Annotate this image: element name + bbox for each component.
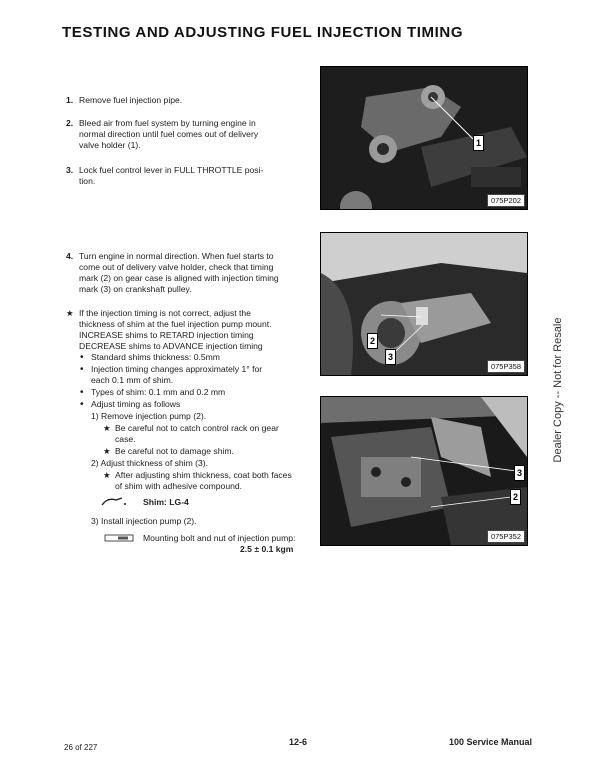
torque-label: Mounting bolt and nut of injection pump: (143, 533, 296, 543)
step-4-line-1: Turn engine in normal direction. When fuel starts to (79, 251, 274, 261)
bullet-shim-types: Types of shim: 0.1 mm and 0.2 mm (91, 387, 226, 397)
substep-1-star: ★ (103, 446, 111, 456)
substep-2-star: ★ (103, 470, 111, 480)
engine-photo-1 (321, 67, 527, 209)
note-line-1: If the injection timing is not correct, adjust the (79, 308, 251, 318)
step-2-number: 2. (66, 118, 74, 128)
note-star-mark: ★ (66, 308, 74, 318)
photo-2-caption: 075P358 (487, 360, 525, 373)
bullet-adjust-timing: Adjust timing as follows (91, 399, 181, 409)
photo-3-callout-3: 3 (514, 465, 525, 481)
shim-compound: Shim: LG-4 (143, 497, 189, 507)
step-1-text: Remove fuel injection pipe. (79, 95, 183, 105)
substep-2: 2) Adjust thickness of shim (3). (91, 458, 209, 468)
substep-2-note-a: After adjusting shim thickness, coat both faces (115, 470, 292, 480)
adhesive-icon (100, 494, 128, 508)
step-4-line-2: come out of delivery valve holder, check that timing (79, 262, 274, 272)
bullet-dot: • (80, 387, 84, 398)
bullet-dot: • (80, 399, 84, 410)
engine-photo-2 (321, 233, 527, 375)
dealer-copy-watermark (548, 300, 568, 480)
substep-3: 3) Install injection pump (2). (91, 516, 197, 526)
note-line-2: thickness of shim at the fuel injection pump mount. (79, 319, 272, 329)
page-count: 26 of 227 (64, 743, 98, 752)
substep-1-caution-1a: Be careful not to catch control rack on gear (115, 423, 279, 433)
note-line-3: INCREASE shims to RETARD injection timing (79, 330, 254, 340)
step-2-line-2: normal direction until fuel comes out of delivery (79, 129, 259, 139)
photo-3-callout-2: 2 (510, 489, 521, 505)
substep-1: 1) Remove injection pump (2). (91, 411, 207, 421)
step-4-number: 4. (66, 251, 74, 261)
manual-name: 100 Service Manual (449, 737, 533, 747)
step-2-line-3: valve holder (1). (79, 140, 141, 150)
substep-1-caution-2: Be careful not to damage shim. (115, 446, 234, 456)
photo-delivery-valve-holder (320, 66, 528, 210)
bullet-dot: • (80, 352, 84, 363)
substep-1-caution-1b: case. (115, 434, 136, 444)
substep-2-note-b: of shim with adhesive compound. (115, 481, 243, 491)
step-3-line-1: Lock fuel control lever in FULL THROTTLE posi- (79, 165, 264, 175)
step-2-line-1: Bleed air from fuel system by turning engine in (79, 118, 256, 128)
note-line-4: DECREASE shims to ADVANCE injection timing (79, 341, 263, 351)
step-3-number: 3. (66, 165, 74, 175)
engine-photo-3 (321, 397, 527, 545)
step-4-line-3: mark (2) on gear case is aligned with injection timing (79, 273, 279, 283)
bullet-dot: • (80, 364, 84, 375)
step-4-line-4: mark (3) on crankshaft pulley. (79, 284, 192, 294)
bullet-timing-change-1: Injection timing changes approximately 1° for (91, 364, 263, 374)
photo-1-callout-1: 1 (473, 135, 484, 151)
page-number: 12-6 (289, 737, 308, 747)
photo-3-caption: 075P352 (487, 530, 525, 543)
bullet-timing-change-2: each 0.1 mm of shim. (91, 375, 174, 385)
substep-1-star: ★ (103, 423, 111, 433)
photo-timing-marks (320, 232, 528, 376)
torque-wrench-icon (104, 533, 134, 543)
dealer-copy-text: Dealer Copy -- Not for Resale (552, 317, 564, 463)
page-title: TESTING AND ADJUSTING FUEL INJECTION TIMING (62, 24, 464, 41)
step-3-line-2: tion. (79, 176, 96, 186)
photo-1-caption: 075P202 (487, 194, 525, 207)
photo-2-callout-3: 3 (385, 349, 396, 365)
step-1-number: 1. (66, 95, 74, 105)
photo-2-callout-2: 2 (367, 333, 378, 349)
bullet-standard-shim: Standard shims thickness: 0.5mm (91, 352, 220, 362)
photo-injection-pump (320, 396, 528, 546)
torque-value: 2.5 ± 0.1 kgm (240, 544, 294, 554)
